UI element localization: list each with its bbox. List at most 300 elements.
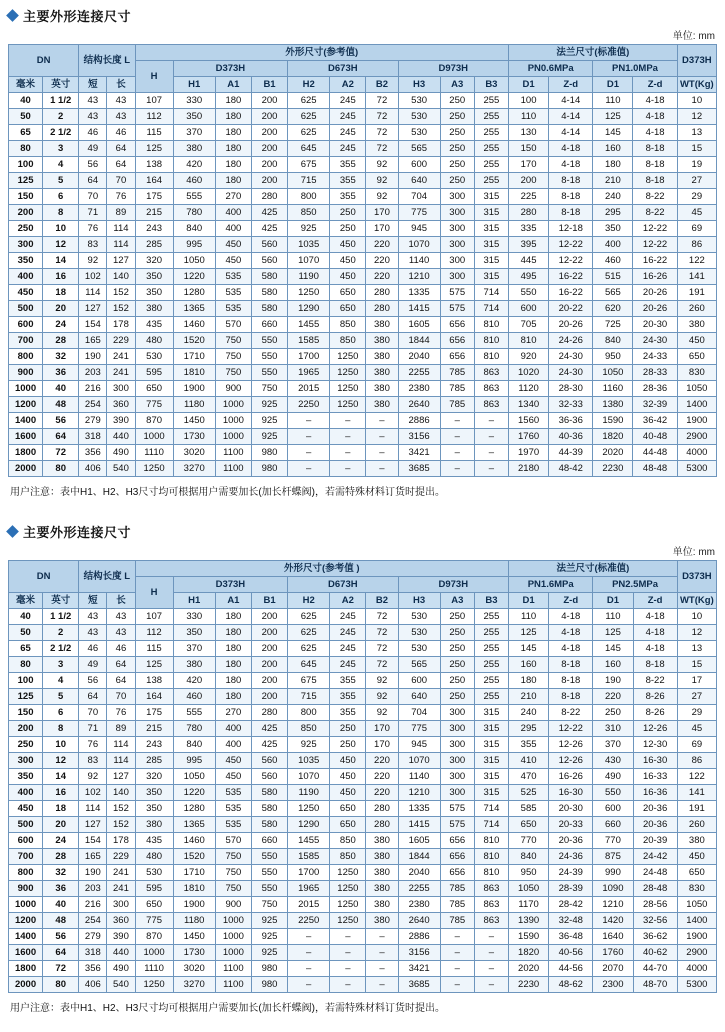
cell: 530 (398, 641, 440, 657)
cell: 530 (398, 125, 440, 141)
cell: 575 (440, 817, 474, 833)
cell: 1965 (288, 365, 330, 381)
cell: 1035 (288, 753, 330, 769)
cell: 425 (251, 221, 287, 237)
th-a2: A2 (330, 77, 366, 93)
cell: 785 (440, 381, 474, 397)
cell: 8-18 (549, 673, 593, 689)
cell: 425 (251, 737, 287, 753)
cell: 1710 (173, 349, 215, 365)
cell: 4-18 (633, 625, 677, 641)
cell: 3020 (173, 445, 215, 461)
cell: 8-22 (633, 189, 677, 205)
cell: 1000 (215, 413, 251, 429)
cell: 2020 (509, 961, 549, 977)
cell: 380 (366, 865, 398, 881)
cell: 250 (330, 721, 366, 737)
cell: 1070 (288, 769, 330, 785)
cell: 10 (43, 737, 79, 753)
table-row (9, 109, 717, 125)
cell: 215 (135, 721, 173, 737)
cell: 8-18 (549, 189, 593, 205)
cell: 775 (398, 205, 440, 221)
cell: 580 (251, 817, 287, 833)
cell: 350 (135, 785, 173, 801)
cell: 318 (79, 945, 107, 961)
cell: 380 (366, 333, 398, 349)
cell: 450 (215, 253, 251, 269)
cell: 530 (135, 865, 173, 881)
cell: 250 (440, 173, 474, 189)
cell: 165 (79, 333, 107, 349)
cell: 180 (593, 157, 633, 173)
cell: 10 (43, 221, 79, 237)
cell: 48 (43, 913, 79, 929)
cell: 44-56 (549, 961, 593, 977)
cell: 2230 (509, 977, 549, 993)
cell: 180 (215, 173, 251, 189)
th-weight: D373H (677, 561, 716, 593)
cell: 1250 (135, 461, 173, 477)
cell: 1220 (173, 269, 215, 285)
cell: 785 (440, 365, 474, 381)
cell: 355 (330, 173, 366, 189)
cell: 600 (398, 157, 440, 173)
cell: 240 (593, 189, 633, 205)
cell: 450 (677, 333, 716, 349)
cell: 12 (43, 753, 79, 769)
cell: 300 (440, 189, 474, 205)
cell: 830 (677, 365, 716, 381)
cell: 12 (677, 625, 716, 641)
cell: 200 (251, 173, 287, 189)
cell: 550 (251, 349, 287, 365)
cell: 8-22 (633, 673, 677, 689)
cell: 24 (43, 833, 79, 849)
cell: 65 (9, 641, 43, 657)
cell: 380 (173, 141, 215, 157)
cell: 28 (43, 333, 79, 349)
cell: 863 (474, 897, 508, 913)
cell: 565 (398, 141, 440, 157)
cell: 255 (474, 93, 508, 109)
cell: 20 (43, 817, 79, 833)
cell: 1760 (509, 429, 549, 445)
cell: 180 (215, 93, 251, 109)
th-group-d973h: D973H (398, 577, 508, 593)
cell: 72 (366, 125, 398, 141)
cell: 180 (215, 657, 251, 673)
table-row (9, 253, 717, 269)
cell: 4-14 (549, 93, 593, 109)
cell: 540 (107, 977, 135, 993)
cell: 32-56 (633, 913, 677, 929)
th-outer-dims: 外形尺寸(参考值 ) (135, 561, 509, 577)
cell: 200 (251, 93, 287, 109)
cell: 2230 (593, 461, 633, 477)
cell: 4-18 (549, 609, 593, 625)
cell: 255 (474, 173, 508, 189)
cell: 315 (474, 221, 508, 237)
cell: 450 (330, 785, 366, 801)
cell: 380 (366, 397, 398, 413)
cell: 1600 (9, 429, 43, 445)
th-f1-zd: Z-d (549, 593, 593, 609)
cell: – (474, 461, 508, 477)
cell: 127 (79, 817, 107, 833)
cell: 1120 (509, 381, 549, 397)
cell: 1844 (398, 849, 440, 865)
cell: 750 (215, 865, 251, 881)
cell: 125 (9, 689, 43, 705)
cell: 1000 (9, 897, 43, 913)
cell: 380 (366, 913, 398, 929)
cell: 8-18 (549, 205, 593, 221)
cell: 1250 (135, 977, 173, 993)
table-body-2 (9, 609, 717, 993)
th-h2: H2 (288, 77, 330, 93)
cell: 980 (251, 461, 287, 477)
cell: 32 (43, 349, 79, 365)
cell: 330 (173, 93, 215, 109)
th-b3: B3 (474, 593, 508, 609)
cell: 450 (215, 753, 251, 769)
cell: 170 (366, 721, 398, 737)
cell: 76 (79, 737, 107, 753)
cell: 19 (677, 157, 716, 173)
diamond-bullet-icon (6, 525, 19, 538)
cell: 335 (509, 221, 549, 237)
cell: 565 (593, 285, 633, 301)
cell: 945 (398, 737, 440, 753)
cell: 48 (43, 397, 79, 413)
table-row (9, 205, 717, 221)
cell: 1820 (593, 429, 633, 445)
cell: 125 (509, 625, 549, 641)
cell: 125 (9, 173, 43, 189)
cell: 925 (251, 929, 287, 945)
cell: 650 (677, 349, 716, 365)
cell: 1090 (593, 881, 633, 897)
cell: 925 (288, 737, 330, 753)
table-row (9, 673, 717, 689)
cell: 245 (330, 657, 366, 673)
table-row (9, 237, 717, 253)
cell: 300 (107, 381, 135, 397)
cell: 72 (366, 641, 398, 657)
cell: 595 (135, 365, 173, 381)
cell: 24-36 (549, 849, 593, 865)
cell: 255 (474, 657, 508, 673)
cell: 260 (677, 301, 716, 317)
th-dn: DN (9, 45, 79, 77)
cell: 56 (43, 413, 79, 429)
cell: 280 (366, 817, 398, 833)
cell: 72 (366, 141, 398, 157)
th-b2: B2 (366, 77, 398, 93)
cell: 1710 (173, 865, 215, 881)
cell: 164 (135, 689, 173, 705)
cell: 10 (677, 93, 716, 109)
cell: 725 (593, 317, 633, 333)
cell: 190 (79, 349, 107, 365)
cell: 114 (79, 285, 107, 301)
cell: 72 (366, 93, 398, 109)
cell: 750 (215, 849, 251, 865)
cell: 152 (107, 301, 135, 317)
cell: 535 (215, 817, 251, 833)
cell: 675 (288, 157, 330, 173)
cell: 145 (593, 641, 633, 657)
cell: 863 (474, 365, 508, 381)
cell: 535 (215, 801, 251, 817)
cell: – (440, 945, 474, 961)
cell: – (288, 929, 330, 945)
cell: 2640 (398, 913, 440, 929)
cell: – (330, 461, 366, 477)
cell: 450 (330, 237, 366, 253)
th-group-d373h: D373H (173, 61, 287, 77)
cell: 50 (9, 625, 43, 641)
cell: 1900 (677, 929, 716, 945)
cell: 110 (509, 109, 549, 125)
cell: 1700 (288, 349, 330, 365)
cell: 80 (9, 657, 43, 673)
cell: 245 (330, 625, 366, 641)
cell: 460 (593, 253, 633, 269)
cell: 530 (135, 349, 173, 365)
cell: 435 (135, 833, 173, 849)
cell: 86 (677, 753, 716, 769)
cell: 48-48 (633, 461, 677, 477)
cell: 114 (107, 221, 135, 237)
th-group-d673h: D673H (288, 577, 398, 593)
cell: 32 (43, 865, 79, 881)
cell: 285 (135, 753, 173, 769)
cell: 925 (288, 221, 330, 237)
cell: 656 (440, 333, 474, 349)
cell: 645 (288, 657, 330, 673)
cell: – (440, 413, 474, 429)
cell: 1160 (593, 381, 633, 397)
cell: 152 (107, 285, 135, 301)
cell: 6 (43, 189, 79, 205)
section-2 (8, 522, 717, 1014)
cell: 44-39 (549, 445, 593, 461)
cell: 1110 (135, 961, 173, 977)
cell: 600 (9, 317, 43, 333)
cell: 190 (593, 673, 633, 689)
cell: 714 (474, 301, 508, 317)
cell: 138 (135, 157, 173, 173)
cell: 20-36 (633, 817, 677, 833)
cell: 625 (288, 641, 330, 657)
cell: 2250 (288, 397, 330, 413)
cell: 114 (79, 801, 107, 817)
cell: 863 (474, 913, 508, 929)
cell: 560 (251, 753, 287, 769)
cell: 8-26 (633, 705, 677, 721)
cell: 656 (440, 865, 474, 881)
cell: – (440, 977, 474, 993)
cell: 8 (43, 721, 79, 737)
cell: 164 (135, 173, 173, 189)
cell: 840 (509, 849, 549, 865)
cell: 600 (593, 801, 633, 817)
cell: 1070 (398, 753, 440, 769)
cell: 110 (593, 609, 633, 625)
cell: 92 (366, 157, 398, 173)
cell: 138 (135, 673, 173, 689)
cell: 2015 (288, 897, 330, 913)
table-row (9, 173, 717, 189)
cell: 625 (288, 609, 330, 625)
cell: 980 (251, 977, 287, 993)
cell: 350 (173, 109, 215, 125)
cell: 550 (509, 285, 549, 301)
cell: 27 (677, 689, 716, 705)
cell: 92 (79, 769, 107, 785)
cell: 1 1/2 (43, 609, 79, 625)
cell: 229 (107, 849, 135, 865)
cell: 154 (79, 833, 107, 849)
cell: 925 (251, 913, 287, 929)
cell: 810 (474, 333, 508, 349)
cell: – (474, 445, 508, 461)
cell: 40 (43, 897, 79, 913)
th-f1-d1: D1 (509, 593, 549, 609)
cell: 1210 (593, 897, 633, 913)
cell: 1250 (288, 801, 330, 817)
cell: 15 (677, 141, 716, 157)
cell: 980 (251, 445, 287, 461)
cell: 40-36 (549, 429, 593, 445)
cell: 1180 (173, 397, 215, 413)
cell: 250 (330, 221, 366, 237)
cell: 20-26 (633, 301, 677, 317)
cell: 243 (135, 221, 173, 237)
cell: 280 (366, 801, 398, 817)
cell: 1250 (330, 365, 366, 381)
cell: 540 (107, 461, 135, 477)
th-pn1: PN1.6MPa (509, 577, 593, 593)
cell: 20-22 (549, 301, 593, 317)
cell: 1605 (398, 833, 440, 849)
cell: 18 (43, 801, 79, 817)
cell: 12-30 (633, 737, 677, 753)
cell: 86 (677, 237, 716, 253)
cell: 555 (173, 189, 215, 205)
cell: 530 (398, 109, 440, 125)
cell: 83 (79, 753, 107, 769)
cell: 255 (474, 109, 508, 125)
cell: 43 (79, 93, 107, 109)
cell: 1100 (215, 977, 251, 993)
th-h: H (135, 61, 173, 93)
cell: 127 (107, 253, 135, 269)
cell: 925 (251, 429, 287, 445)
cell: 49 (79, 141, 107, 157)
cell: 650 (509, 817, 549, 833)
table-row (9, 189, 717, 205)
cell: 370 (173, 641, 215, 657)
cell: 380 (366, 381, 398, 397)
table-row (9, 381, 717, 397)
cell: 69 (677, 737, 716, 753)
cell: – (288, 461, 330, 477)
cell: 12-22 (549, 253, 593, 269)
cell: 830 (677, 881, 716, 897)
cell: 36-42 (633, 413, 677, 429)
cell: 28 (43, 849, 79, 865)
cell: – (330, 929, 366, 945)
cell: 4-18 (549, 157, 593, 173)
cell: 46 (107, 125, 135, 141)
cell: 8-18 (633, 157, 677, 173)
cell: 550 (251, 333, 287, 349)
cell: 1400 (9, 413, 43, 429)
cell: – (288, 445, 330, 461)
cell: 83 (79, 237, 107, 253)
cell: 6 (43, 705, 79, 721)
cell: 280 (366, 301, 398, 317)
th-h2: H2 (288, 593, 330, 609)
cell: 16-30 (633, 753, 677, 769)
cell: 400 (9, 269, 43, 285)
cell: 1590 (593, 413, 633, 429)
cell: 810 (474, 317, 508, 333)
cell: – (330, 429, 366, 445)
cell: 650 (677, 865, 716, 881)
cell: 1100 (215, 961, 251, 977)
cell: 490 (593, 769, 633, 785)
cell: 850 (288, 721, 330, 737)
cell: 250 (440, 625, 474, 641)
cell: 125 (135, 657, 173, 673)
cell: 20-36 (633, 801, 677, 817)
cell: 660 (251, 833, 287, 849)
cell: 900 (9, 881, 43, 897)
cell: 13 (677, 125, 716, 141)
cell: 69 (677, 221, 716, 237)
cell: 555 (173, 705, 215, 721)
cell: 380 (135, 301, 173, 317)
cell: 875 (593, 849, 633, 865)
cell: 1380 (593, 397, 633, 413)
cell: 800 (288, 189, 330, 205)
cell: 1050 (509, 881, 549, 897)
cell: 1 1/2 (43, 93, 79, 109)
cell: 355 (509, 737, 549, 753)
cell: 8-22 (549, 705, 593, 721)
cell: 3685 (398, 461, 440, 477)
cell: 241 (107, 865, 135, 881)
cell: 1700 (288, 865, 330, 881)
cell: 1365 (173, 301, 215, 317)
table-row (9, 269, 717, 285)
cell: 4 (43, 157, 79, 173)
cell: 810 (509, 333, 549, 349)
cell: – (366, 929, 398, 945)
cell: 1415 (398, 301, 440, 317)
cell: 650 (330, 801, 366, 817)
cell: 440 (107, 945, 135, 961)
table-row (9, 625, 717, 641)
cell: 660 (593, 817, 633, 833)
cell: 714 (474, 801, 508, 817)
cell: 141 (677, 785, 716, 801)
cell: 1340 (509, 397, 549, 413)
